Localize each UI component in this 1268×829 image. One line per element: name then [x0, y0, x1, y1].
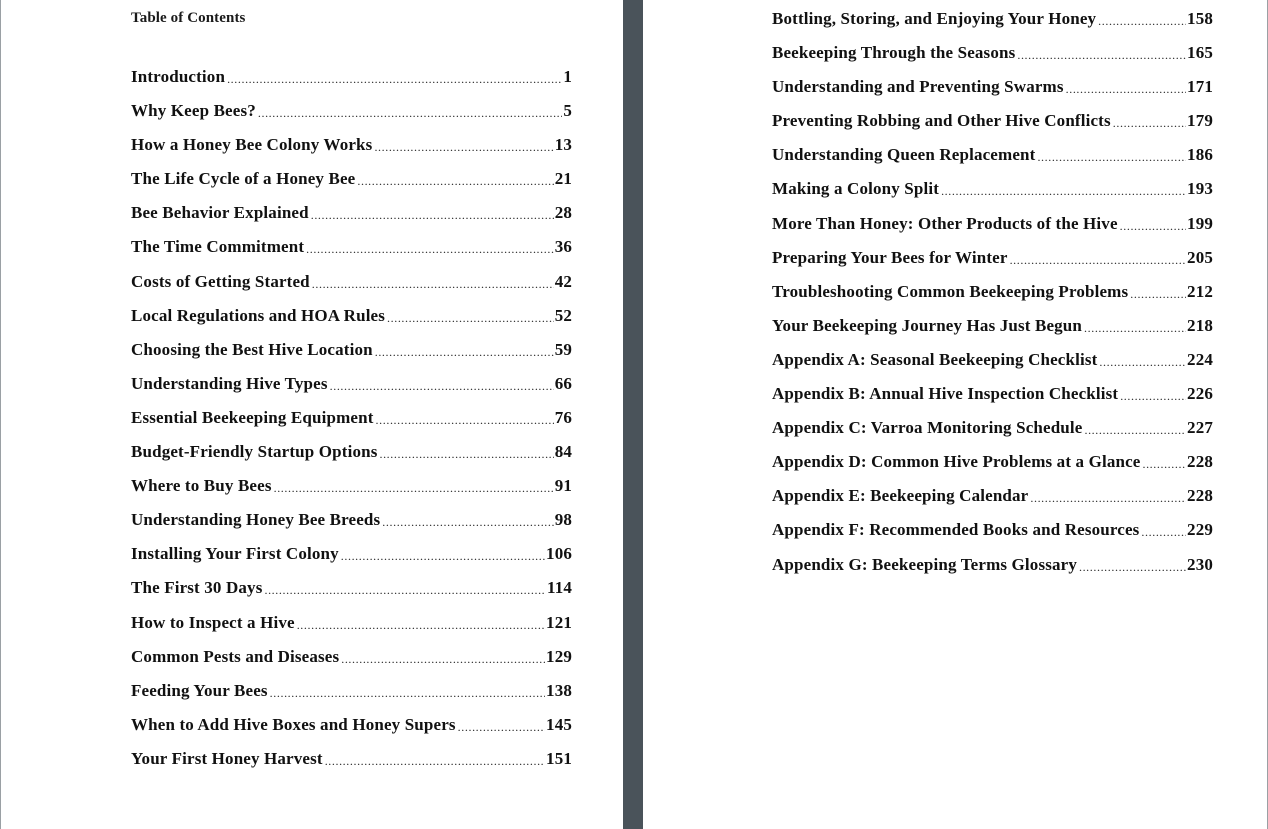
- toc-entry-page-number: 165: [1187, 43, 1213, 63]
- toc-entry[interactable]: [131, 66, 572, 100]
- toc-entry-title: Why Keep Bees?: [131, 101, 256, 121]
- toc-dot-leader: [1066, 76, 1186, 102]
- toc-dot-leader: [1084, 315, 1186, 341]
- toc-dot-leader: [341, 646, 545, 672]
- toc-dot-leader: [297, 612, 545, 638]
- toc-dot-leader: [1099, 349, 1186, 375]
- toc-entry-title: Essential Beekeeping Equipment: [131, 407, 374, 427]
- toc-entry-title: Installing Your First Colony: [131, 544, 339, 564]
- toc-entry-title: Budget-Friendly Startup Options: [131, 442, 378, 462]
- toc-entry[interactable]: [772, 383, 1213, 417]
- toc-entry[interactable]: [131, 339, 572, 373]
- toc-entry-title: The First 30 Days: [131, 578, 263, 598]
- toc-entry-page-number: 151: [546, 748, 572, 768]
- toc-entry-title: When to Add Hive Boxes and Honey Supers: [131, 714, 456, 734]
- toc-entry[interactable]: [131, 100, 572, 134]
- toc-entry-title: Where to Buy Bees: [131, 476, 272, 496]
- toc-entry[interactable]: [131, 543, 572, 577]
- toc-entry-title: Troubleshooting Common Beekeeping Problems: [772, 281, 1129, 301]
- toc-dot-leader: [1120, 213, 1186, 239]
- toc-entry[interactable]: [772, 519, 1213, 553]
- toc-entry-title: Appendix C: Varroa Monitoring Schedule: [772, 418, 1083, 438]
- toc-dot-leader: [357, 168, 553, 194]
- toc-entry-page-number: 205: [1187, 247, 1213, 267]
- toc-entry-page-number: 145: [546, 714, 572, 734]
- toc-entry[interactable]: [772, 76, 1213, 110]
- toc-entry-title: Understanding Honey Bee Breeds: [131, 510, 381, 530]
- toc-dot-leader: [374, 134, 553, 160]
- toc-entry-page-number: 1: [563, 67, 572, 86]
- toc-dot-leader: [941, 178, 1186, 204]
- toc-entry-page-number: 171: [1187, 77, 1213, 97]
- toc-entry[interactable]: [772, 8, 1213, 42]
- toc-dot-leader: [312, 271, 554, 297]
- toc-entry-page-number: 52: [554, 305, 572, 325]
- toc-dot-leader: [306, 236, 554, 262]
- toc-entry-title: How a Honey Bee Colony Works: [131, 135, 373, 155]
- toc-dot-leader: [1141, 519, 1186, 545]
- toc-entry[interactable]: [772, 451, 1213, 485]
- toc-dot-leader: [387, 305, 554, 331]
- toc-entry-title: Bee Behavior Explained: [131, 203, 309, 223]
- toc-entry-title: Introduction: [131, 67, 226, 86]
- toc-entry[interactable]: [772, 281, 1213, 315]
- toc-entry[interactable]: [772, 315, 1213, 349]
- toc-dot-leader: [258, 100, 562, 126]
- toc-entry-page-number: 36: [554, 237, 572, 257]
- toc-dot-leader: [227, 66, 562, 92]
- toc-entry-page-number: 199: [1187, 213, 1213, 233]
- toc-entry-page-number: 227: [1187, 418, 1213, 438]
- toc-entry-title: Choosing the Best Hive Location: [131, 339, 373, 359]
- toc-entry-page-number: 76: [554, 407, 572, 427]
- toc-entry-title: Bottling, Storing, and Enjoying Your Honey: [772, 9, 1097, 28]
- toc-entry[interactable]: [772, 485, 1213, 519]
- toc-dot-leader: [274, 475, 554, 501]
- toc-entry[interactable]: [131, 407, 572, 441]
- toc-entry-page-number: 84: [554, 442, 572, 462]
- toc-entry-page-number: 158: [1187, 9, 1213, 28]
- toc-entry-page-number: 226: [1187, 384, 1213, 404]
- toc-entry-title: Appendix A: Seasonal Beekeeping Checklist: [772, 349, 1098, 369]
- toc-dot-leader: [1037, 144, 1186, 170]
- toc-entry[interactable]: [131, 612, 572, 646]
- toc-dot-leader: [376, 407, 554, 433]
- toc-entry-title: Appendix E: Beekeeping Calendar: [772, 486, 1029, 506]
- toc-entry-page-number: 106: [546, 544, 572, 564]
- toc-entry[interactable]: [131, 373, 572, 407]
- toc-entry-title: Preparing Your Bees for Winter: [772, 247, 1008, 267]
- toc-entry[interactable]: [131, 680, 572, 714]
- toc-list-right: [772, 8, 1213, 588]
- toc-entry-title: Your Beekeeping Journey Has Just Begun: [772, 315, 1083, 335]
- toc-entry-title: Appendix F: Recommended Books and Resources: [772, 520, 1140, 540]
- toc-entry-page-number: 98: [554, 510, 572, 530]
- toc-entry-page-number: 121: [546, 612, 572, 632]
- toc-entry[interactable]: [131, 714, 572, 748]
- toc-dot-leader: [1010, 247, 1186, 273]
- toc-dot-leader: [270, 680, 545, 706]
- toc-entry[interactable]: [772, 144, 1213, 178]
- toc-entry-title: More Than Honey: Other Products of the Hive: [772, 213, 1118, 233]
- toc-entry-page-number: 179: [1187, 111, 1213, 131]
- toc-entry[interactable]: [131, 271, 572, 305]
- toc-entry-title: Understanding and Preventing Swarms: [772, 77, 1064, 97]
- page-left: [0, 0, 623, 829]
- toc-entry[interactable]: [131, 305, 572, 339]
- toc-entry[interactable]: [772, 42, 1213, 76]
- toc-dot-leader: [311, 202, 554, 228]
- toc-dot-leader: [341, 543, 545, 569]
- toc-entry-page-number: 218: [1187, 315, 1213, 335]
- toc-entry-title: Local Regulations and HOA Rules: [131, 305, 386, 325]
- toc-entry-page-number: 5: [563, 101, 572, 121]
- toc-dot-leader: [382, 509, 553, 535]
- toc-entry[interactable]: [131, 134, 572, 168]
- toc-entry-title: Making a Colony Split: [772, 179, 940, 199]
- toc-dot-leader: [325, 748, 545, 774]
- toc-entry-page-number: 129: [546, 646, 572, 666]
- toc-entry[interactable]: [131, 202, 572, 236]
- toc-entry[interactable]: [772, 349, 1213, 383]
- toc-entry-title: Appendix B: Annual Hive Inspection Checklist: [772, 384, 1119, 404]
- toc-entry[interactable]: [772, 213, 1213, 247]
- toc-entry[interactable]: [772, 110, 1213, 144]
- toc-entry-page-number: 59: [554, 339, 572, 359]
- toc-entry-page-number: 28: [554, 203, 572, 223]
- toc-dot-leader: [1130, 281, 1186, 307]
- toc-entry-title: Beekeeping Through the Seasons: [772, 43, 1016, 63]
- toc-entry[interactable]: [131, 236, 572, 270]
- page-right: [643, 0, 1268, 829]
- toc-entry-title: Appendix G: Beekeeping Terms Glossary: [772, 554, 1077, 574]
- toc-entry-page-number: 228: [1187, 452, 1213, 472]
- toc-entry-title: Preventing Robbing and Other Hive Conflicts: [772, 111, 1111, 131]
- toc-entry-title: Costs of Getting Started: [131, 271, 310, 291]
- toc-entry-page-number: 42: [554, 271, 572, 291]
- toc-dot-leader: [330, 373, 554, 399]
- toc-entry-title: The Life Cycle of a Honey Bee: [131, 169, 356, 189]
- toc-entry-page-number: 193: [1187, 179, 1213, 199]
- toc-dot-leader: [1017, 42, 1186, 68]
- toc-entry-page-number: 114: [546, 578, 572, 598]
- toc-entry-title: How to Inspect a Hive: [131, 612, 295, 632]
- toc-dot-leader: [264, 577, 546, 603]
- toc-list-left: [131, 66, 572, 782]
- toc-entry-page-number: 230: [1187, 554, 1213, 574]
- toc-entry[interactable]: [772, 417, 1213, 451]
- toc-entry-title: Your First Honey Harvest: [131, 748, 323, 768]
- toc-entry-title: Understanding Queen Replacement: [772, 145, 1036, 165]
- toc-entry-page-number: 228: [1187, 486, 1213, 506]
- toc-entry-page-number: 229: [1187, 520, 1213, 540]
- toc-dot-leader: [1030, 485, 1186, 511]
- toc-entry-page-number: 186: [1187, 145, 1213, 165]
- toc-dot-leader: [379, 441, 553, 467]
- toc-entry-page-number: 13: [554, 135, 572, 155]
- toc-dot-leader: [1098, 8, 1186, 34]
- toc-dot-leader: [1113, 110, 1186, 136]
- toc-entry-page-number: 224: [1187, 349, 1213, 369]
- toc-dot-leader: [1084, 417, 1186, 443]
- toc-entry[interactable]: [772, 178, 1213, 212]
- toc-entry[interactable]: [131, 475, 572, 509]
- toc-entry-title: Feeding Your Bees: [131, 680, 268, 700]
- toc-dot-leader: [1142, 451, 1186, 477]
- toc-heading: Table of Contents: [131, 10, 246, 26]
- toc-entry-title: Common Pests and Diseases: [131, 646, 340, 666]
- toc-entry[interactable]: [772, 247, 1213, 281]
- toc-entry[interactable]: [131, 577, 572, 611]
- toc-entry-page-number: 21: [554, 169, 572, 189]
- toc-entry-page-number: 138: [546, 680, 572, 700]
- toc-entry[interactable]: [131, 748, 572, 782]
- toc-dot-leader: [1079, 554, 1186, 580]
- toc-entry-title: Appendix D: Common Hive Problems at a Glance: [772, 452, 1141, 472]
- toc-entry-title: Understanding Hive Types: [131, 373, 328, 393]
- toc-entry[interactable]: [131, 646, 572, 680]
- toc-dot-leader: [458, 714, 545, 740]
- toc-entry[interactable]: [131, 509, 572, 543]
- toc-entry[interactable]: [772, 554, 1213, 588]
- toc-entry-page-number: 66: [554, 373, 572, 393]
- toc-dot-leader: [375, 339, 554, 365]
- toc-dot-leader: [1120, 383, 1186, 409]
- toc-entry[interactable]: [131, 441, 572, 475]
- toc-entry[interactable]: [131, 168, 572, 202]
- toc-entry-title: The Time Commitment: [131, 237, 305, 257]
- toc-entry-page-number: 212: [1187, 281, 1213, 301]
- toc-entry-page-number: 91: [554, 476, 572, 496]
